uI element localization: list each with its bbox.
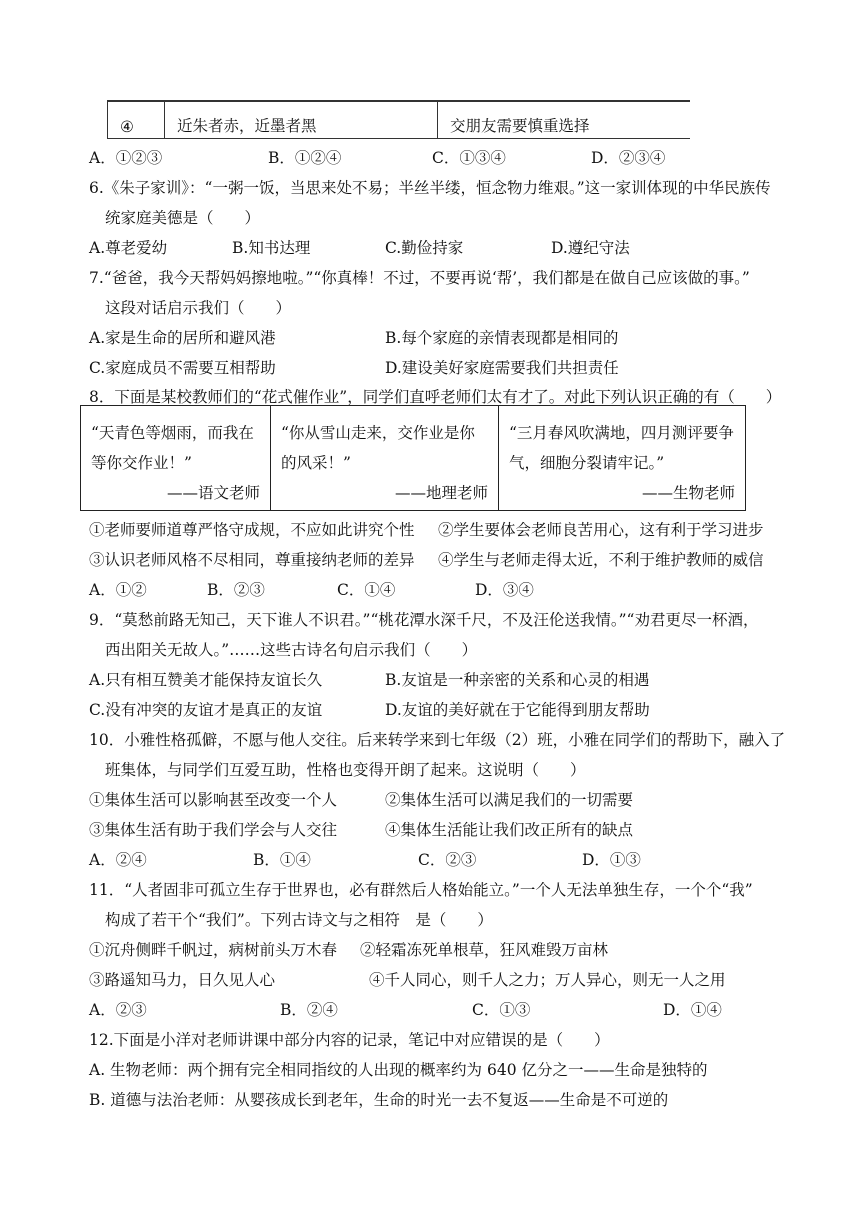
- q6-stem-line2: 统家庭美德是（ ）: [105, 209, 261, 227]
- q8-option-a: A．①②: [89, 581, 147, 599]
- q9-option-c: C.没有冲突的友谊才是真正的友谊: [89, 701, 323, 719]
- q9-option-b: B.友谊是一种亲密的关系和心灵的相遇: [385, 671, 650, 689]
- quote-signature: ——地理老师: [394, 484, 488, 502]
- q10-option-c: C．②③: [418, 851, 477, 869]
- quote-line: 等你交作业！”: [91, 454, 192, 472]
- quote-line: “你从雪山走来，交作业是你: [281, 424, 475, 442]
- q8-option-d: D．③④: [475, 581, 534, 599]
- q7-option-c: C.家庭成员不需要互相帮助: [89, 359, 276, 377]
- q12-option-b: B. 道德与法治老师：从婴孩成长到老年，生命的时光一去不复返——生命是不可逆的: [89, 1091, 669, 1109]
- table-cell-number: ④: [108, 102, 165, 139]
- quote-signature: ——语文老师: [166, 484, 260, 502]
- quote-line: “三月春风吹满地，四月测评要争: [509, 424, 734, 442]
- q6-option-d: D.遵纪守法: [551, 239, 630, 257]
- q11-statement-3: ③路遥知马力，日久见人心: [89, 971, 276, 989]
- q10-statement-2: ②集体生活可以满足我们的一切需要: [385, 791, 634, 809]
- q9-stem-line1: 9．“莫愁前路无知己，天下谁人不识君。”“桃花潭水深千尺，不及汪伦送我情。”“劝君更尽一杯酒，: [89, 611, 759, 629]
- q8-stem: 8．下面是某校教师们的“花式催作业”，同学们直呼老师们太有才了。对此下列认识正确的有（ ）: [89, 388, 782, 406]
- q7-option-b: B.每个家庭的亲情表现都是相同的: [385, 329, 619, 347]
- quote-line: 气，细胞分裂请牢记。”: [509, 454, 665, 472]
- q12-stem: 12.下面是小洋对老师讲课中部分内容的记录，笔记中对应错误的是（ ）: [89, 1031, 610, 1049]
- quote-biology-teacher: [499, 406, 746, 511]
- q11-option-c: C．①③: [472, 1001, 531, 1019]
- quote-line: “天青色等烟雨，而我在: [91, 424, 254, 442]
- q7-stem-line2: 这段对话启示我们（ ）: [105, 299, 292, 317]
- q10-option-d: D．①③: [582, 851, 641, 869]
- q11-statement-2: ②轻霜冻死单根草，狂风难毁万亩林: [360, 941, 609, 959]
- q5-option-b: B．①②④: [268, 149, 342, 167]
- q7-option-d: D.建设美好家庭需要我们共担责任: [385, 359, 619, 377]
- quote-geography-teacher: [271, 406, 499, 511]
- q11-stem-line1: 11．“人者固非可孤立生存于世界也，必有群然后人格始能立。”一个人无法单独生存，一个个“我”: [89, 881, 753, 899]
- q11-statement-1: ①沉舟侧畔千帆过，病树前头万木春: [89, 941, 338, 959]
- q9-option-a: A.只有相互赞美才能保持友谊长久: [89, 671, 323, 689]
- q11-statement-4: ④千人同心，则千人之力；万人异心，则无一人之用: [369, 971, 726, 989]
- teacher-quote-table: [80, 405, 746, 511]
- quote-chinese-teacher: [81, 406, 271, 511]
- q10-statement-1: ①集体生活可以影响甚至改变一个人: [89, 791, 338, 809]
- q8-option-b: B．②③: [207, 581, 265, 599]
- q11-option-a: A．②③: [89, 1001, 147, 1019]
- q8-statement-4: ④学生与老师走得太近，不利于维护教师的威信: [438, 551, 764, 569]
- q9-option-d: D.友谊的美好就在于它能得到朋友帮助: [385, 701, 650, 719]
- q10-stem-line2: 班集体，与同学们互爱互助，性格也变得开朗了起来。这说明（ ）: [105, 761, 586, 779]
- table-cell-proverb: 近朱者赤，近墨者黑: [165, 102, 438, 139]
- q6-option-a: A.尊老爱幼: [89, 239, 168, 257]
- q7-option-a: A.家是生命的居所和避风港: [89, 329, 276, 347]
- q10-option-b: B．①④: [253, 851, 311, 869]
- q12-option-a: A. 生物老师：两个拥有完全相同指纹的人出现的概率约为 640 亿分之一——生命是独特的: [89, 1061, 708, 1079]
- q10-statement-4: ④集体生活能让我们改正所有的缺点: [385, 821, 634, 839]
- partial-table: [107, 100, 690, 139]
- q5-option-c: C．①③④: [432, 149, 506, 167]
- q6-option-c: C.勤俭持家: [385, 239, 464, 257]
- q7-stem-line1: 7.“爸爸，我今天帮妈妈擦地啦。”“你真棒！不过，不要再说‘帮’，我们都是在做自己应该做的事。”: [89, 269, 750, 287]
- q10-option-a: A．②④: [89, 851, 147, 869]
- q8-statement-3: ③认识老师风格不尽相同，尊重接纳老师的差异: [89, 551, 415, 569]
- q5-option-d: D．②③④: [591, 149, 666, 167]
- q10-statement-3: ③集体生活有助于我们学会与人交往: [89, 821, 338, 839]
- q10-stem-line1: 10．小雅性格孤僻，不愿与他人交往。后来转学来到七年级（2）班，小雅在同学们的帮助下，融入了: [89, 731, 786, 749]
- q11-option-b: B．②④: [280, 1001, 338, 1019]
- q6-option-b: B.知书达理: [232, 239, 311, 257]
- q6-stem-line1: 6.《朱子家训》：“一粥一饭，当思来处不易；半丝半缕，恒念物力维艰。”这一家训体现的中华民族传: [89, 179, 771, 197]
- q5-option-a: A．①②③: [89, 149, 163, 167]
- q11-option-d: D．①④: [663, 1001, 722, 1019]
- table-cell-meaning: 交朋友需要慎重选择: [438, 102, 691, 139]
- q8-statement-2: ②学生要体会老师良苦用心，这有利于学习进步: [438, 521, 764, 539]
- q11-stem-line2: 构成了若干个“我们”。下列古诗文与之相符 是（ ）: [105, 911, 493, 929]
- q8-statement-1: ①老师要师道尊严恪守成规，不应如此讲究个性: [89, 521, 415, 539]
- q9-stem-line2: 西出阳关无故人。”……这些古诗名句启示我们（ ）: [105, 641, 478, 659]
- quote-signature: ——生物老师: [641, 484, 735, 502]
- quote-line: 的风采！”: [281, 454, 351, 472]
- q8-option-c: C．①④: [337, 581, 396, 599]
